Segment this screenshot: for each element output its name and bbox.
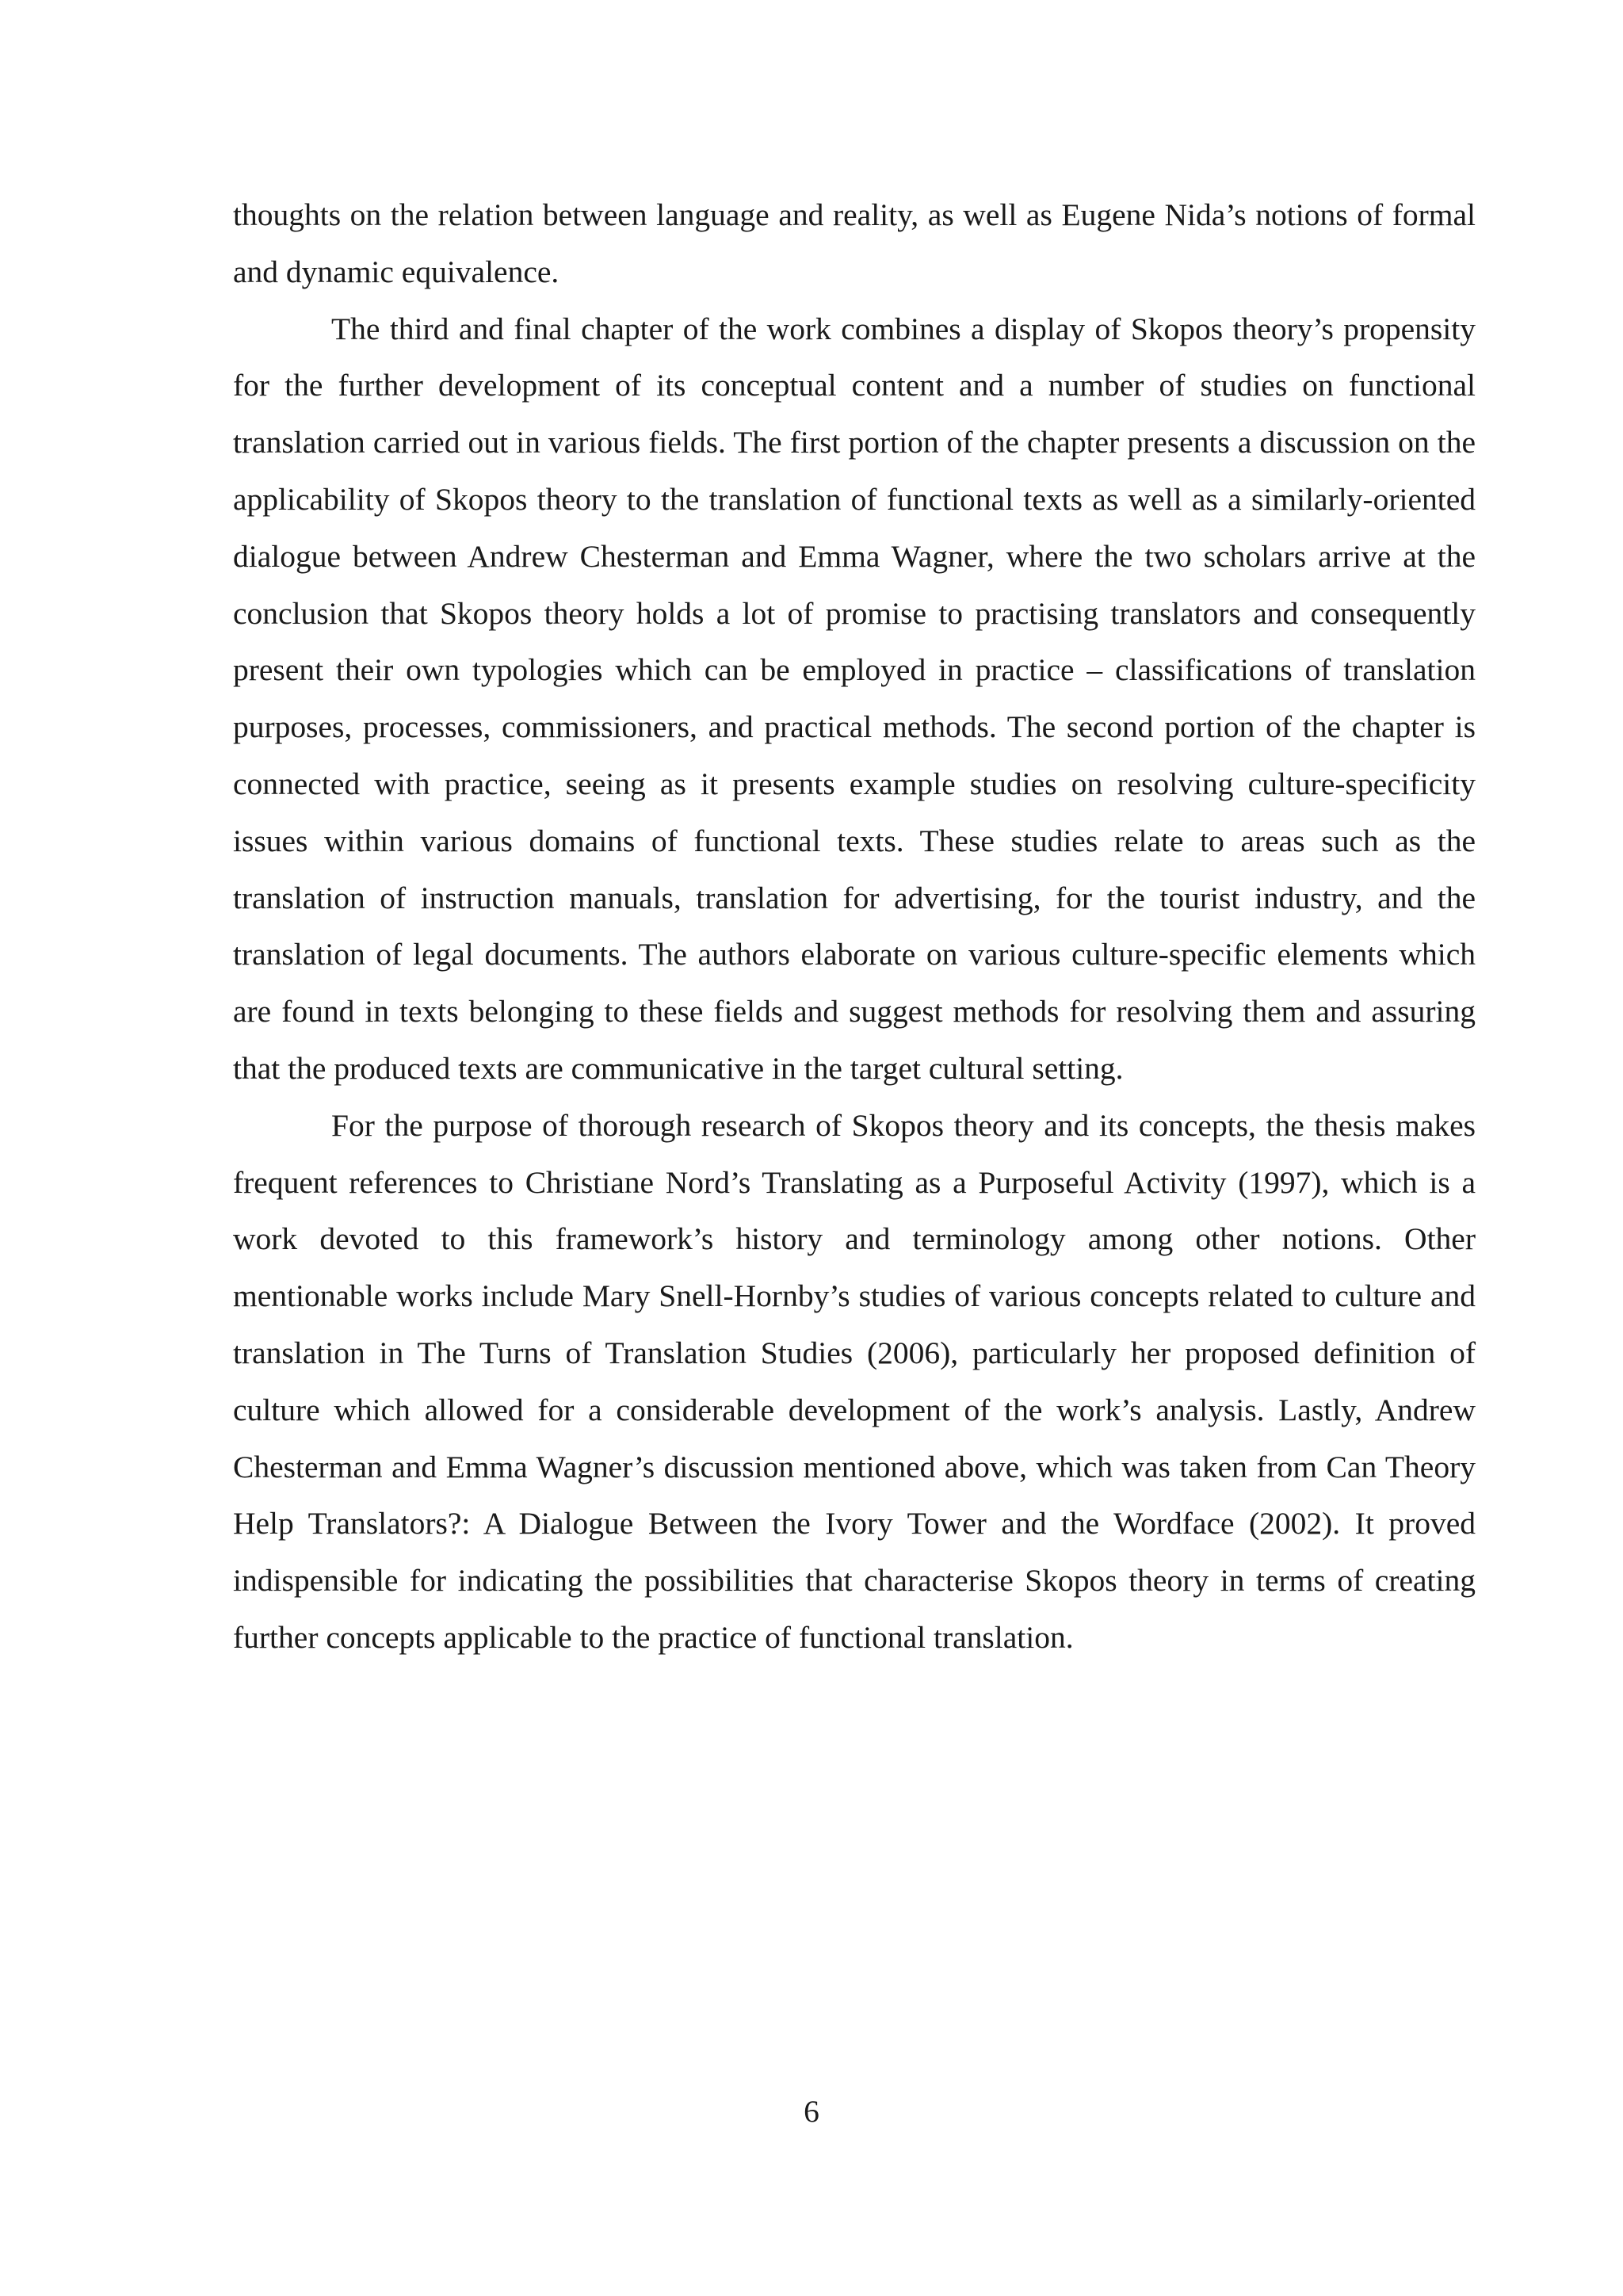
paragraph-continuation: thoughts on the relation between language and reality, as well as Eugene Nida’s notions of formal and dynamic equivalence. (233, 197, 1476, 289)
paragraph-third-chapter: The third and final chapter of the work combines a display of Skopos theory’s propensity for the further development of its conceptual content and a number of studies on functional translation carried out in various fields. The first portion of the chapter presents a discussion on the applicability of Skopos theory to the translation of functional texts as well as a similarly-oriented dialogue between Andrew Chesterman and Emma Wagner, where the two scholars arrive at the conclusion that Skopos theory holds a lot of promise to practising translators and consequently present their own typologies which can be employed in practice – classifications of translation purposes, processes, commissioners, and practical methods. The second portion of the chapter is connected with practice, seeing as it presents example studies on resolving culture-specificity issues within various domains of functional texts. These studies relate to areas such as the translation of instruction manuals, translation for advertising, for the tourist industry, and the translation of legal documents. The authors elaborate on various culture-specific elements which are found in texts belonging to these fields and suggest methods for resolving them and assuring that the produced texts are communicative in the target cultural setting. (233, 311, 1476, 1086)
body-text (233, 187, 1476, 1667)
page-number: 6 (804, 2094, 819, 2129)
paragraph-research-sources: For the purpose of thorough research of Skopos theory and its concepts, the thesis makes frequent references to Christiane Nord’s Translating as a Purposeful Activity (1997), which is a work devoted to this framework’s history and terminology among other notions. Other mentionable works include Mary Snell-Hornby’s studies of various concepts related to culture and translation in The Turns of Translation Studies (2006), particularly her proposed definition of culture which allowed for a considerable development of the work’s analysis. Lastly, Andrew Chesterman and Emma Wagner’s discussion mentioned above, which was taken from Can Theory Help Translators?: A Dialogue Between the Ivory Tower and the Wordface (2002). It proved indispensible for indicating the possibilities that characterise Skopos theory in terms of creating further concepts applicable to the practice of functional translation. (233, 1107, 1476, 1655)
